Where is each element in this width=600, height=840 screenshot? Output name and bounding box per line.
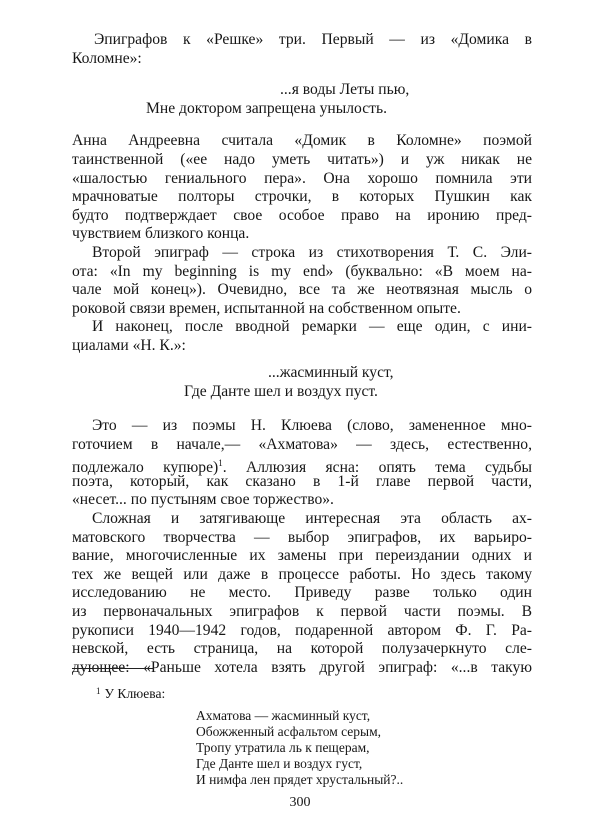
text-line: невской, есть страница, на которой полузачеркнуто сле- [72, 640, 532, 658]
text-fragment: . Аллюзия ясна: опять тема судьбы [222, 459, 532, 477]
text-fragment: подлежало купюре) [72, 459, 219, 477]
epigraph-line: ...жасминный куст, [268, 363, 394, 381]
text-line: Эпиграфов к «Решке» три. Первый — из «Домика в [94, 31, 532, 48]
text-line: Сложная и затягивающе интересная эта область ах- [92, 509, 532, 527]
footnote-poem-line: Ахматова — жасминный куст, [196, 708, 371, 723]
footnote-poem-line: И нимфа лен прядет хрустальный?.. [196, 772, 404, 787]
text-line: Это — из поэмы Н. Клюева (слово, замененное мно- [92, 416, 532, 434]
text-line: готочием в начале,— «Ахматова» — здесь, естественно, [72, 435, 532, 453]
text-line: Анна Андреевна считала «Домик в Коломне» поэмой [72, 132, 532, 150]
text-line: циалами «Н. К.»: [72, 336, 186, 354]
footnote-text: У Клюева: [104, 686, 166, 701]
text-line: ота: «In my beginning is my end» (буквально: «В моем на- [72, 262, 532, 280]
text-line: Второй эпиграф — строка из стихотворения Т. С. Эли- [92, 243, 532, 261]
text-line: дующее: «Раньше хотела взять другой эпиграф: «...в такую [72, 658, 532, 676]
footnote-poem-line: Обожженный асфальтом серым, [196, 724, 382, 739]
epigraph-line: Где Данте шел и воздух пуст. [184, 382, 378, 400]
epigraph-line: Мне доктором запрещена унылость. [146, 99, 387, 117]
footnote-mark: 1 [96, 686, 101, 696]
text-line: таинственной («ее надо уметь читать») и уж никак не [72, 150, 532, 168]
footnote-poem-line: Тропу утратила ль к пещерам, [196, 740, 370, 755]
text-line: мрачноватые полторы строчки, в которых Пушкин как [72, 188, 532, 206]
text-line: чувствием близкого конца. [72, 225, 250, 243]
footnote-divider [72, 668, 154, 669]
text-line: матовского творчества — выбор эпиграфов, их варьиро- [72, 528, 532, 546]
footnote-label [96, 682, 165, 703]
text-line: рукописи 1940—1942 годов, подаренной автором Ф. Г. Ра- [72, 621, 532, 639]
text-line: из первоначальных эпиграфов к первой части поэмы. В [72, 602, 532, 620]
text-line: тех же вещей или даже в процессе работы. Но здесь такому [72, 565, 532, 583]
epigraph-line: ...я воды Леты пью, [280, 81, 410, 99]
footnote-poem-line: Где Данте шел и воздух густ, [196, 756, 363, 771]
text-line: Коломне»: [72, 49, 142, 67]
text-line: вание, многочисленные их замены при переиздании одних и [72, 547, 532, 565]
text-line: И наконец, после вводной ремарки — еще один, с ини- [92, 318, 532, 336]
page-number: 300 [289, 795, 311, 810]
text-line: исследованию не место. Приведу разве только один [72, 584, 532, 602]
text-line: «шалостью гениального пера». Она хорошо помнила эти [72, 169, 532, 187]
footnote-ref[interactable]: 1 [218, 458, 223, 469]
text-line: будто подтверждает свое особое право на иронию пред- [72, 206, 532, 224]
text-line: поэта, который, как сказано в 1-й главе первой части, [72, 472, 532, 490]
text-line: роковой связи времен, испытанной на собственном опыте. [72, 299, 461, 317]
text-line: «несет... по пустыням свое торжество». [72, 491, 334, 509]
text-line: чале мой конец»). Очевидно, все та же неотвязная мысль о [72, 281, 532, 299]
